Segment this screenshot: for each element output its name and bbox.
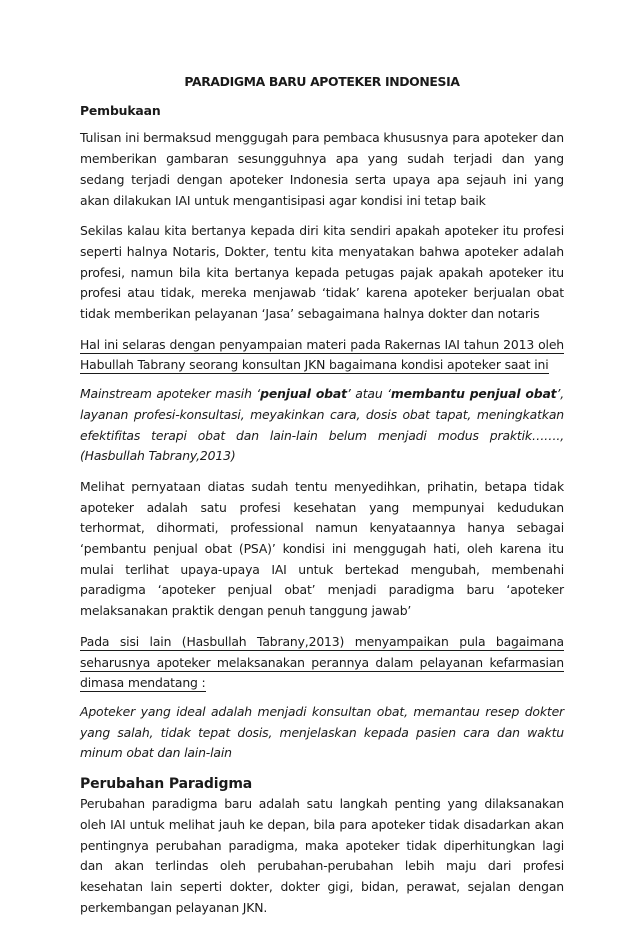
quote-bold-penjual-obat: penjual obat [260, 386, 347, 402]
document-page [80, 72, 564, 928]
quote-part: Mainstream apoteker masih ‘ [80, 386, 261, 402]
quote-apoteker-ideal: Apoteker yang ideal adalah menjadi konsultan obat, memantau resep dokter yang salah, tidak tepat dosis, menjelaskan kepada pasien cara dan waktu minum obat dan lain-lain [80, 703, 564, 761]
paragraph-profesi: Sekilas kalau kita bertanya kepada diri kita sendiri apakah apoteker itu profesi seperti halnya Notaris, Dokter, tentu kita menyatakan bahwa apoteker adalah profesi, namun bila kita bertanya kepada petugas pajak apakah apoteker itu profesi atau tidak, mereka menjawab ‘tidak’ karena apoteker berjualan obat tidak memberikan pelayanan ‘Jasa’ sebagaimana halnya dokter dan notaris [80, 223, 564, 322]
paragraph-melihat-pernyataan: Melihat pernyataan diatas sudah tentu menyedihkan, prihatin, betapa tidak apoteker adalah satu profesi kesehatan yang mempunyai kedudukan terhormat, dihormati, professional namun kenyataannya hanya sebagai ‘pembantu penjual obat (PSA)’ kondisi ini menggugah hati, oleh karena itu mulai terlihat upaya-upaya IAI untuk bertekad mengubah, membenahi paradigma ‘apoteker penjual obat’ menjadi paradigma baru ‘apoteker melaksanakan praktik dengan penuh tanggung jawab’ [80, 478, 564, 619]
paragraph-sisi-lain [80, 632, 564, 694]
paragraph-rakernas [80, 335, 564, 376]
quote-part: ’ atau ‘ [346, 386, 391, 402]
quote-bold-membantu-penjual-obat: membantu penjual obat [390, 386, 557, 402]
paragraph-intro: Tulisan ini bermaksud menggugah para pembaca khususnya para apoteker dan memberikan gambaran sesungguhnya apa yang sudah terjadi dan yang sedang terjadi dengan apoteker Indonesia serta upaya apa sejauh ini yang akan dilakukan IAI untuk mengantisipasi agar kondisi ini tetap baik [80, 130, 564, 208]
paragraph-rakernas-text: Hal ini selaras dengan penyampaian materi pada Rakernas IAI tahun 2013 oleh Habullah Tabrany seorang konsultan JKN bagaimana kondisi apoteker saat ini [80, 336, 564, 373]
quote-part: ’, layanan profesi-konsultasi, meyakinkan cara, dosis obat tapat, meningkatkan efektifitas terapi obat dan lain-lain belum menjadi modus praktik……., (Hasbullah Tabrany,2013) [80, 386, 565, 464]
section-heading-perubahan-paradigma: Perubahan Paradigma [80, 776, 253, 793]
document-title: PARADIGMA BARU APOTEKER INDONESIA [184, 74, 460, 89]
section-heading-pembukaan: Pembukaan [80, 102, 161, 118]
quote-mainstream [80, 384, 564, 467]
paragraph-sisi-lain-text: Pada sisi lain (Hasbullah Tabrany,2013) menyampaikan pula bagaimana seharusnya apoteker melaksanakan perannya dalam pelayanan kefarmasian dimasa mendatang : [80, 633, 564, 691]
paragraph-perubahan: Perubahan paradigma baru adalah satu langkah penting yang dilaksanakan oleh IAI untuk melihat jauh ke depan, bila para apoteker tidak disadarkan akan pentingnya perubahan paradigma, maka apoteker tidak diperhitungkan lagi dan akan terlindas oleh perubahan-perubahan lebih maju dari profesi kesehatan lain seperti dokter, dokter gigi, bidan, perawat, sejalan dengan perkembangan pelayanan JKN. [80, 796, 564, 915]
